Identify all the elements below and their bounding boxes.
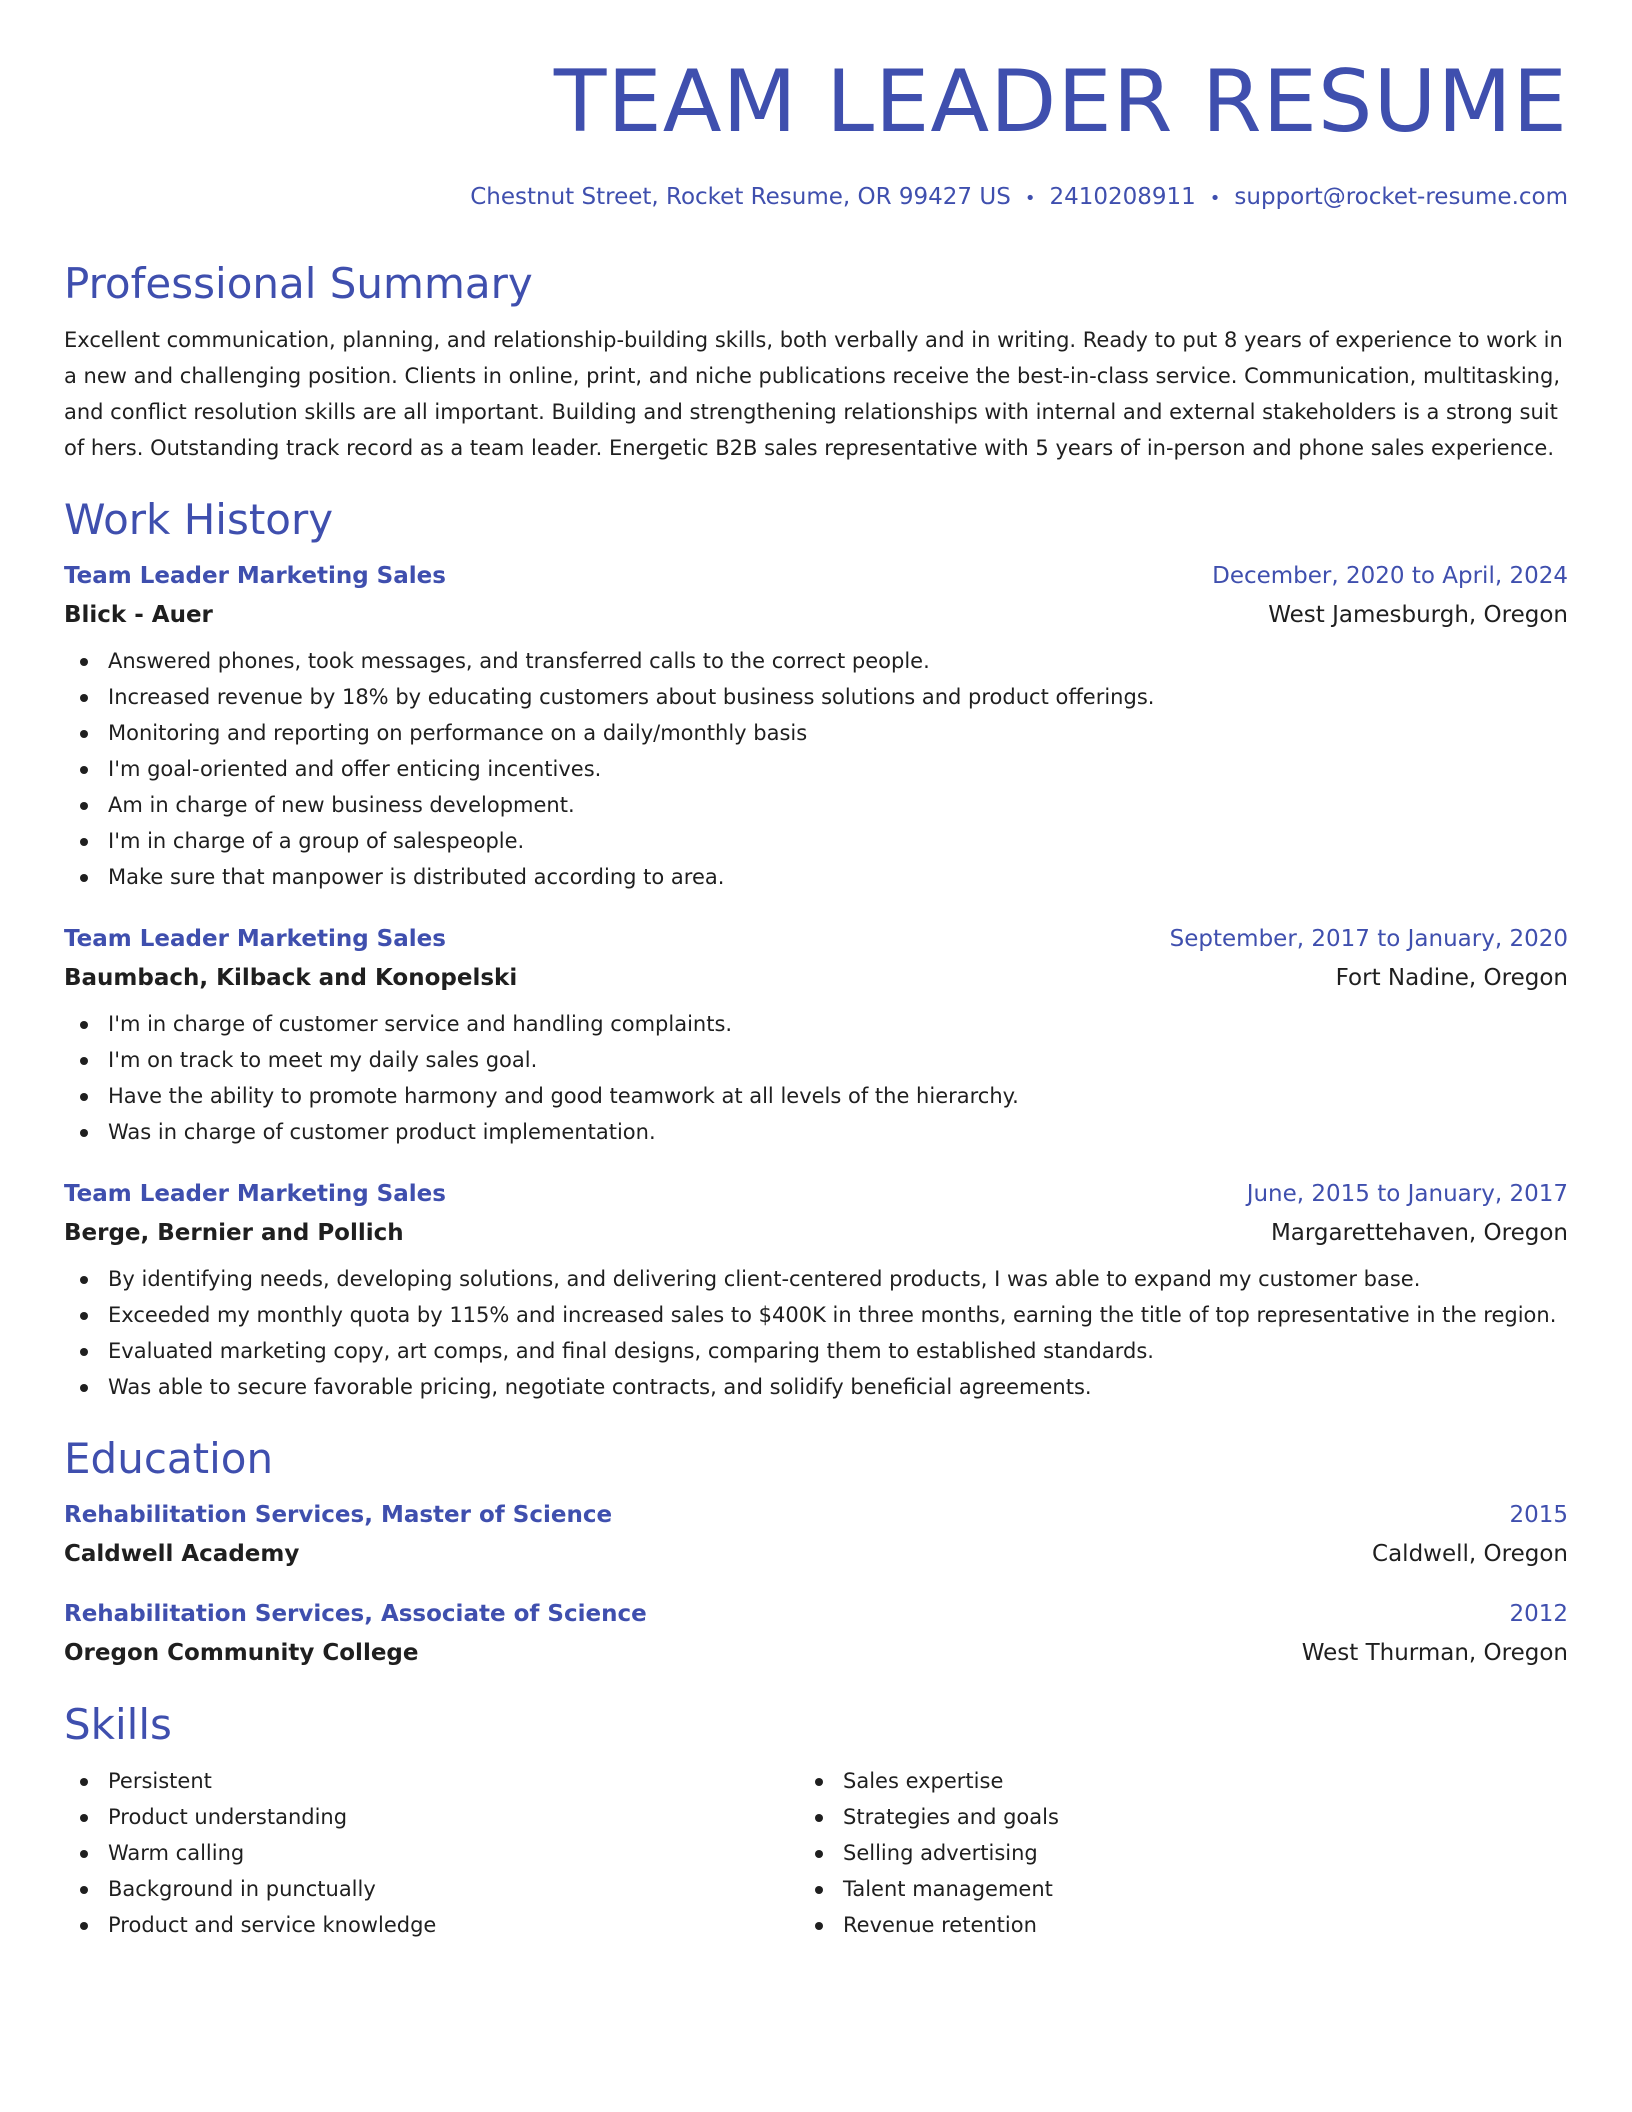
- job-company-row: [64, 1217, 1568, 1249]
- job-company-row: [64, 599, 1568, 631]
- job-entry: [64, 923, 1568, 1150]
- skill-item: Strategies and goals: [799, 1799, 1534, 1835]
- job-location: Fort Nadine, Oregon: [1335, 965, 1568, 991]
- education-year: 2015: [1509, 1502, 1568, 1528]
- skill-item: Sales expertise: [799, 1763, 1534, 1799]
- job-company: Blick - Auer: [64, 602, 213, 628]
- education-school-row: [64, 1637, 1568, 1669]
- skill-item: Selling advertising: [799, 1835, 1534, 1871]
- skill-item: Product and service knowledge: [64, 1907, 799, 1943]
- job-company-row: [64, 962, 1568, 994]
- job-duties-list: [64, 1006, 1568, 1150]
- job-company: Baumbach, Kilback and Konopelski: [64, 965, 518, 991]
- contact-separator: •: [1209, 188, 1221, 209]
- job-duty: I'm on track to meet my daily sales goal.: [64, 1042, 1568, 1078]
- job-duty: I'm in charge of customer service and handling complaints.: [64, 1006, 1568, 1042]
- job-dates: September, 2017 to January, 2020: [1169, 926, 1568, 952]
- education-entry: [64, 1598, 1568, 1669]
- job-entry: [64, 560, 1568, 895]
- education-location: West Thurman, Oregon: [1301, 1640, 1568, 1666]
- education-degree: Rehabilitation Services, Master of Science: [64, 1502, 613, 1528]
- skill-item: Product understanding: [64, 1799, 799, 1835]
- contact-phone: 2410208911: [1049, 184, 1196, 210]
- job-header-row: [64, 923, 1568, 955]
- education-header-row: [64, 1598, 1568, 1630]
- job-duty: Was able to secure favorable pricing, negotiate contracts, and solidify beneficial agreements.: [64, 1369, 1568, 1405]
- work-history-heading: Work History: [64, 495, 334, 544]
- skills-list: [64, 1763, 799, 1943]
- education-heading: Education: [64, 1434, 274, 1483]
- job-duties-list: [64, 1261, 1568, 1405]
- skills-grid: [64, 1763, 1568, 1943]
- job-entry: [64, 1178, 1568, 1405]
- education-school: Oregon Community College: [64, 1640, 419, 1666]
- job-company: Berge, Bernier and Pollich: [64, 1220, 404, 1246]
- skills-heading: Skills: [64, 1700, 172, 1749]
- job-duty: Have the ability to promote harmony and good teamwork at all levels of the hierarchy.: [64, 1078, 1568, 1114]
- job-duty: I'm in charge of a group of salespeople.: [64, 823, 1568, 859]
- skills-column-right: [799, 1763, 1534, 1943]
- job-duty: I'm goal-oriented and offer enticing incentives.: [64, 751, 1568, 787]
- job-duty: Exceeded my monthly quota by 115% and increased sales to $400K in three months, earning the title of top representative in the region.: [64, 1297, 1568, 1333]
- job-location: West Jamesburgh, Oregon: [1268, 602, 1568, 628]
- skills-list: [799, 1763, 1534, 1943]
- resume-title: TEAM LEADER RESUME: [553, 52, 1568, 152]
- job-duty: Answered phones, took messages, and transferred calls to the correct people.: [64, 643, 1568, 679]
- skill-item: Warm calling: [64, 1835, 799, 1871]
- skill-item: Background in punctually: [64, 1871, 799, 1907]
- job-duty: Make sure that manpower is distributed according to area.: [64, 859, 1568, 895]
- job-duty: Was in charge of customer product implementation.: [64, 1114, 1568, 1150]
- contact-separator: •: [1024, 188, 1036, 209]
- job-header-row: [64, 1178, 1568, 1210]
- job-location: Margarettehaven, Oregon: [1270, 1220, 1568, 1246]
- contact-address: Chestnut Street, Rocket Resume, OR 99427 US: [470, 184, 1011, 210]
- education-entry: [64, 1499, 1568, 1570]
- education-degree: Rehabilitation Services, Associate of Science: [64, 1601, 647, 1627]
- education-school-row: [64, 1538, 1568, 1570]
- job-duty: Monitoring and reporting on performance on a daily/monthly basis: [64, 715, 1568, 751]
- job-title: Team Leader Marketing Sales: [64, 563, 446, 589]
- summary-text: Excellent communication, planning, and relationship-building skills, both verbally and in writing. Ready to put 8 years of experience to work in a new and challenging position. Clients in online, print, and niche publications receive the best-in-class service. Communication, multitasking, and conflict resolution skills are all important. Building and strengthening relationships with internal and external stakeholders is a strong suit of hers. Outstanding track record as a team leader. Energetic B2B sales representative with 5 years of in-person and phone sales experience.: [64, 328, 1563, 460]
- job-duty: Increased revenue by 18% by educating customers about business solutions and product offerings.: [64, 679, 1568, 715]
- contact-line: [64, 182, 1568, 214]
- summary-heading: Professional Summary: [64, 259, 533, 308]
- job-header-row: [64, 560, 1568, 592]
- education-location: Caldwell, Oregon: [1372, 1541, 1568, 1567]
- job-duty: By identifying needs, developing solutions, and delivering client-centered products, I was able to expand my customer base.: [64, 1261, 1568, 1297]
- job-duty: Am in charge of new business development.: [64, 787, 1568, 823]
- skill-item: Talent management: [799, 1871, 1534, 1907]
- job-duties-list: [64, 643, 1568, 895]
- skill-item: Revenue retention: [799, 1907, 1534, 1943]
- skill-item: Persistent: [64, 1763, 799, 1799]
- job-dates: December, 2020 to April, 2024: [1212, 563, 1568, 589]
- contact-email: support@rocket-resume.com: [1234, 184, 1568, 210]
- education-school: Caldwell Academy: [64, 1541, 300, 1567]
- education-header-row: [64, 1499, 1568, 1531]
- job-dates: June, 2015 to January, 2017: [1246, 1181, 1568, 1207]
- job-title: Team Leader Marketing Sales: [64, 1181, 446, 1207]
- job-duty: Evaluated marketing copy, art comps, and final designs, comparing them to established standards.: [64, 1333, 1568, 1369]
- skills-column-left: [64, 1763, 799, 1943]
- education-year: 2012: [1509, 1601, 1568, 1627]
- job-title: Team Leader Marketing Sales: [64, 926, 446, 952]
